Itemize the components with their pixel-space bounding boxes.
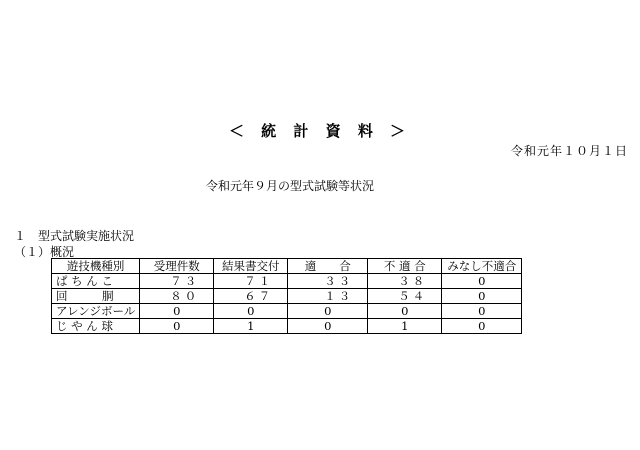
table-row [52, 274, 522, 289]
cell-deemed-noncompliant: 0 [442, 304, 522, 319]
column-header-compliant: 適 合 [288, 259, 368, 274]
cell-results-issued: 0 [214, 304, 288, 319]
table-header-row [52, 259, 522, 274]
column-header-results-issued: 結果書交付 [214, 259, 288, 274]
cell-deemed-noncompliant: 0 [442, 289, 522, 304]
cell-noncompliant: ３８ [368, 274, 442, 289]
cell-results-issued: ７１ [214, 274, 288, 289]
cell-results-issued: ６７ [214, 289, 288, 304]
cell-noncompliant: ５４ [368, 289, 442, 304]
document-title: ＜ 統 計 資 料 ＞ [228, 122, 412, 140]
document-subtitle: 令和元年９月の型式試験等状況 [205, 179, 374, 193]
cell-compliant: １３ [288, 289, 368, 304]
column-header-machine-type: 遊技機種別 [52, 259, 140, 274]
cell-compliant: 0 [288, 304, 368, 319]
column-header-deemed-noncompliant: みなし不適合 [442, 259, 522, 274]
cell-accepted: ７３ [140, 274, 214, 289]
subsection-heading: （１）概況 [14, 245, 75, 259]
table-row [52, 304, 522, 319]
cell-accepted: ８０ [140, 289, 214, 304]
row-category: 回 胴 [52, 289, 140, 304]
row-category: ぱ ち ん こ [52, 274, 140, 289]
section-heading: １ 型式試験実施状況 [14, 229, 135, 243]
column-header-accepted: 受理件数 [140, 259, 214, 274]
cell-noncompliant: 0 [368, 304, 442, 319]
cell-deemed-noncompliant: 0 [442, 319, 522, 334]
row-category: じ や ん 球 [52, 319, 140, 334]
document-date: 令和元年１０月１日 [510, 144, 628, 158]
cell-compliant: ３３ [288, 274, 368, 289]
cell-accepted: 0 [140, 319, 214, 334]
table-row [52, 289, 522, 304]
cell-deemed-noncompliant: 0 [442, 274, 522, 289]
inspection-summary-table [51, 258, 522, 334]
cell-compliant: 0 [288, 319, 368, 334]
column-header-noncompliant: 不 適 合 [368, 259, 442, 274]
cell-results-issued: 1 [214, 319, 288, 334]
row-category: アレンジボール [52, 304, 140, 319]
table-row [52, 319, 522, 334]
cell-noncompliant: 1 [368, 319, 442, 334]
cell-accepted: 0 [140, 304, 214, 319]
